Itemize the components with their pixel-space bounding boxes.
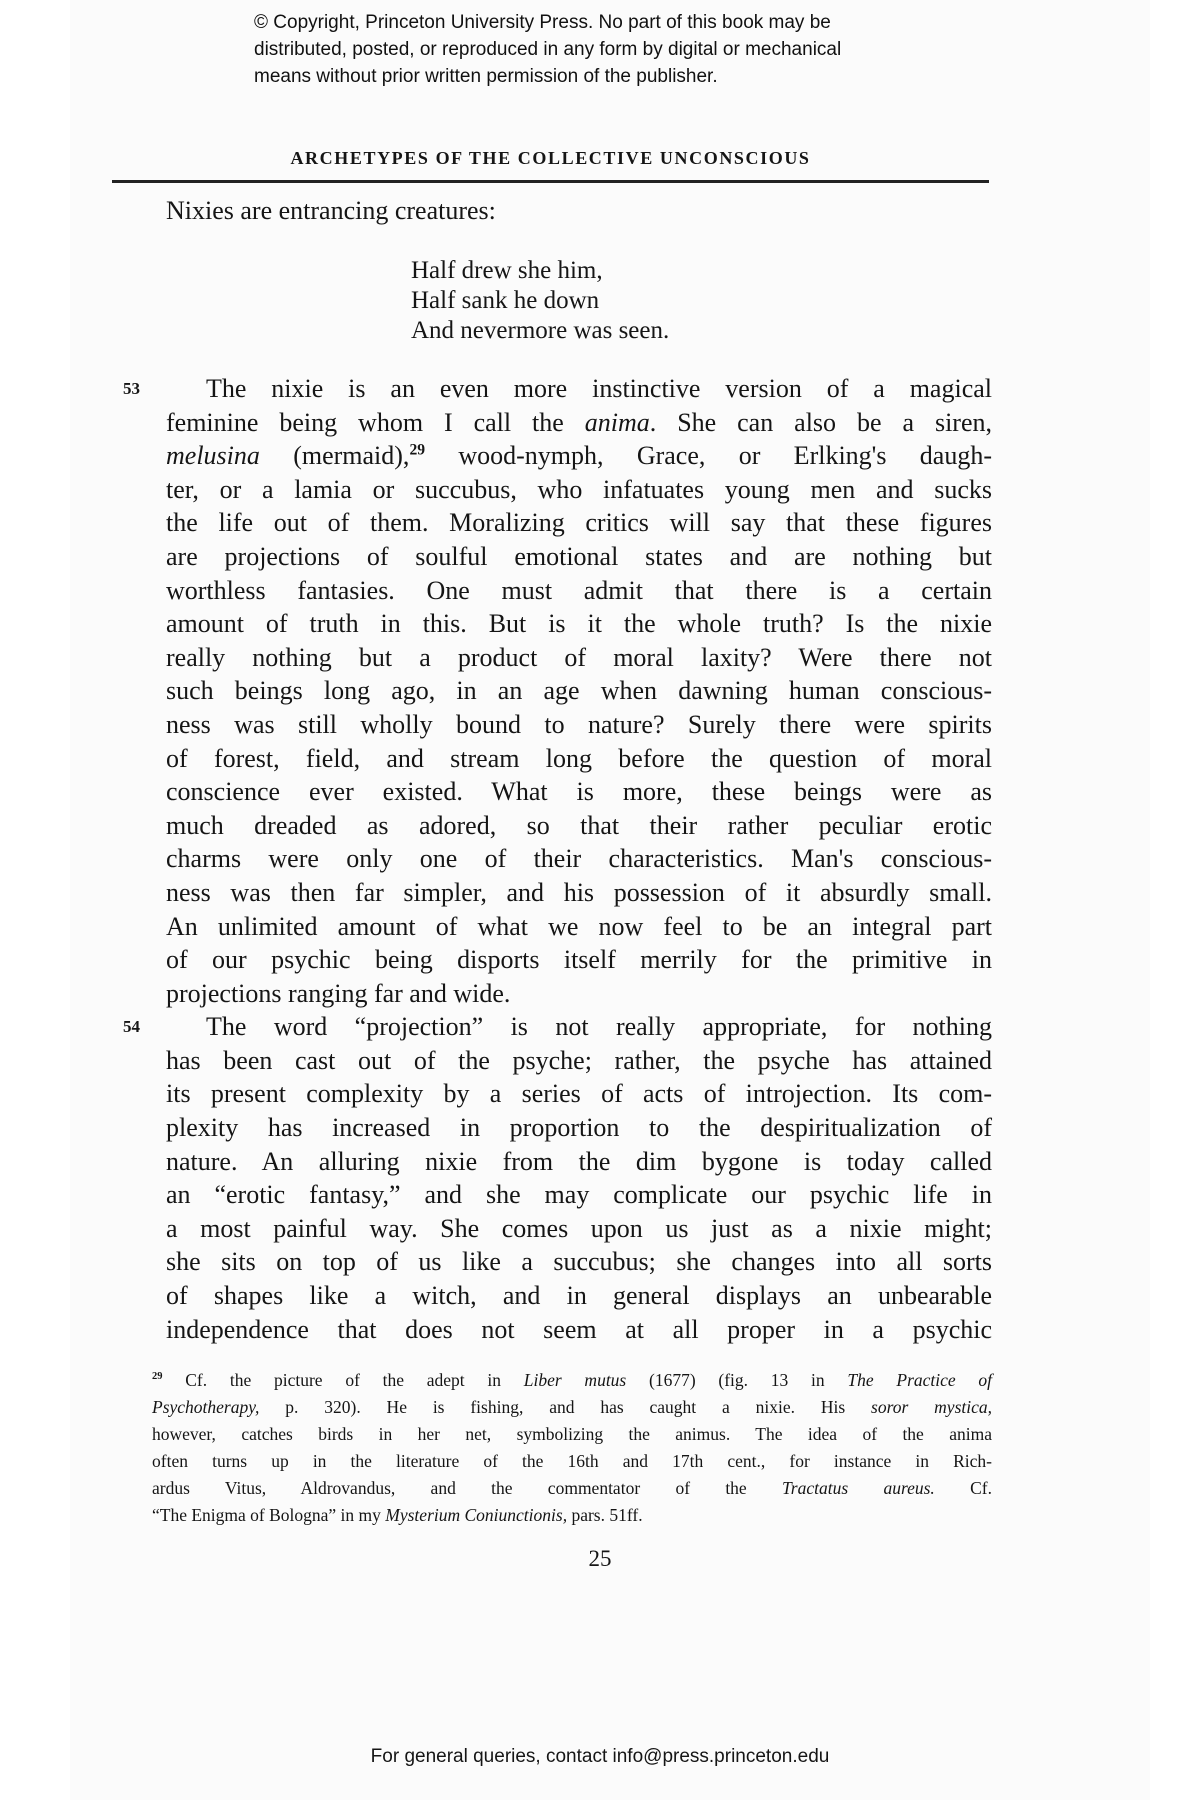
text-line bbox=[166, 742, 992, 776]
text-line bbox=[152, 1367, 992, 1394]
italic-text: Tractatus aureus. bbox=[782, 1478, 935, 1498]
text-segment: an “erotic fantasy,” and she may complicate our psychic life in bbox=[166, 1180, 992, 1210]
text-segment: The word “projection” is not really appropriate, for nothing bbox=[206, 1012, 992, 1042]
text-segment: ness was then far simpler, and his possession of it absurdly small. bbox=[166, 877, 992, 907]
text-segment: ness was still wholly bound to nature? Surely there were spirits bbox=[166, 709, 992, 739]
italic-text: Liber mutus bbox=[523, 1370, 627, 1390]
text-line bbox=[166, 1178, 992, 1212]
poem-line: And nevermore was seen. bbox=[411, 317, 670, 344]
text-segment: plexity has increased in proportion to the despiritualization of bbox=[166, 1113, 992, 1143]
text-line bbox=[152, 1421, 992, 1448]
text-line bbox=[166, 506, 992, 540]
copyright-line: means without prior written permission of the publisher. bbox=[254, 66, 718, 87]
text-segment: Cf. the picture of the adept in bbox=[162, 1370, 524, 1390]
text-line bbox=[166, 977, 992, 1011]
text-line bbox=[123, 372, 992, 406]
text-line bbox=[166, 1077, 992, 1111]
text-segment: charms were only one of their characteristics. Man's conscious- bbox=[166, 844, 992, 874]
page-number: 25 bbox=[588, 1546, 612, 1571]
italic-text: melusina bbox=[166, 441, 260, 471]
text-segment: . She can also be a siren, bbox=[649, 407, 992, 437]
text-line bbox=[166, 1245, 992, 1279]
text-line bbox=[166, 439, 992, 473]
text-line bbox=[166, 406, 992, 440]
text-segment: of shapes like a witch, and in general displays an unbearable bbox=[166, 1281, 992, 1311]
text-segment: (1677) (fig. 13 in bbox=[626, 1370, 848, 1390]
text-segment: has been cast out of the psyche; rather, the psyche has attained bbox=[166, 1045, 992, 1075]
text-segment: pars. 51ff. bbox=[567, 1505, 643, 1525]
text-segment: the life out of them. Moralizing critics will say that these figures bbox=[166, 508, 992, 538]
text-segment: much dreaded as adored, so that their rather peculiar erotic bbox=[166, 810, 992, 840]
intro-line: Nixies are entrancing creatures: bbox=[166, 196, 496, 225]
body-text bbox=[123, 372, 992, 1346]
text-line bbox=[166, 1044, 992, 1078]
text-segment: she sits on top of us like a succubus; she changes into all sorts bbox=[166, 1247, 992, 1277]
text-segment: The nixie is an even more instinctive version of a magical bbox=[206, 374, 992, 403]
text-segment: are projections of soulful emotional states and are nothing but bbox=[166, 541, 992, 571]
italic-text: Psychotherapy, bbox=[152, 1397, 260, 1417]
copyright-line: © Copyright, Princeton University Press. No part of this book may be bbox=[254, 12, 831, 33]
italic-text: Mysterium Coniunctionis, bbox=[385, 1505, 568, 1525]
text-line bbox=[166, 473, 992, 507]
poem-line: Half sank he down bbox=[411, 287, 600, 314]
text-line bbox=[152, 1448, 992, 1475]
text-line bbox=[166, 1212, 992, 1246]
text-line bbox=[166, 540, 992, 574]
text-segment: really nothing but a product of moral laxity? Were there not bbox=[166, 642, 992, 672]
header-rule bbox=[112, 180, 989, 183]
italic-text: anima bbox=[584, 407, 650, 437]
poem-line: Half drew she him, bbox=[411, 257, 603, 284]
text-line bbox=[166, 842, 992, 876]
text-line bbox=[166, 1313, 992, 1347]
text-segment: of forest, field, and stream long before the question of moral bbox=[166, 743, 992, 773]
text-segment: such beings long ago, in an age when dawning human conscious- bbox=[166, 676, 992, 706]
copyright-line: distributed, posted, or reproduced in any form by digital or mechanical bbox=[254, 39, 842, 60]
text-line bbox=[166, 674, 992, 708]
text-segment: independence that does not seem at all proper in a psychic bbox=[166, 1314, 992, 1344]
text-segment: ardus Vitus, Aldrovandus, and the commentator of the bbox=[152, 1478, 783, 1498]
paragraph-number: 54 bbox=[123, 1017, 140, 1037]
text-line bbox=[152, 1394, 992, 1421]
text-line bbox=[166, 1279, 992, 1313]
text-segment: wood-nymph, Grace, or Erlking's daugh- bbox=[425, 441, 992, 471]
text-segment: amount of truth in this. But is it the whole truth? Is the nixie bbox=[166, 609, 992, 639]
text-segment: “The Enigma of Bologna” in my bbox=[152, 1505, 386, 1525]
text-segment: Cf. bbox=[934, 1478, 992, 1498]
text-line bbox=[152, 1502, 992, 1529]
text-segment: nature. An alluring nixie from the dim bygone is today called bbox=[166, 1146, 992, 1176]
text-segment: a most painful way. She comes upon us just as a nixie might; bbox=[166, 1213, 992, 1243]
text-segment: often turns up in the literature of the 16th and 17th cent., for instance in Rich- bbox=[152, 1451, 992, 1471]
text-line bbox=[166, 607, 992, 641]
footer-contact: For general queries, contact info@press.princeton.edu bbox=[370, 1746, 830, 1767]
poem-quote bbox=[411, 256, 669, 346]
text-segment: projections ranging far and wide. bbox=[166, 978, 511, 1008]
text-segment: An unlimited amount of what we now feel to be an integral part bbox=[166, 911, 992, 941]
text-segment: of our psychic being disports itself merrily for the primitive in bbox=[166, 945, 992, 975]
copyright-notice bbox=[254, 9, 841, 90]
text-segment: feminine being whom I call the bbox=[166, 407, 585, 437]
footnote-marker: 29 bbox=[152, 1371, 163, 1383]
running-head: ARCHETYPES OF THE COLLECTIVE UNCONSCIOUS bbox=[290, 148, 811, 168]
text-line bbox=[166, 876, 992, 910]
text-line bbox=[166, 910, 992, 944]
paragraph-number: 53 bbox=[123, 379, 140, 398]
text-line bbox=[166, 943, 992, 977]
footnote-marker: 29 bbox=[409, 441, 426, 459]
text-line bbox=[166, 708, 992, 742]
text-line bbox=[166, 641, 992, 675]
text-segment: conscience ever existed. What is more, these beings were as bbox=[166, 777, 992, 807]
text-line bbox=[166, 809, 992, 843]
italic-text: soror mystica, bbox=[871, 1397, 993, 1417]
text-segment: (mermaid), bbox=[259, 441, 410, 471]
text-line bbox=[166, 1145, 992, 1179]
text-segment: ter, or a lamia or succubus, who infatuates young men and sucks bbox=[166, 474, 992, 504]
text-line bbox=[166, 1111, 992, 1145]
text-segment: p. 320). He is fishing, and has caught a nixie. His bbox=[259, 1397, 872, 1417]
text-line bbox=[152, 1475, 992, 1502]
text-line bbox=[166, 574, 992, 608]
italic-text: The Practice of bbox=[847, 1370, 993, 1390]
text-line bbox=[166, 775, 992, 809]
footnotes bbox=[152, 1367, 992, 1529]
text-line bbox=[123, 1010, 992, 1044]
text-segment: however, catches birds in her net, symbolizing the animus. The idea of the anima bbox=[152, 1424, 992, 1444]
text-segment: its present complexity by a series of acts of introjection. Its com- bbox=[166, 1079, 992, 1109]
text-segment: worthless fantasies. One must admit that there is a certain bbox=[166, 575, 992, 605]
